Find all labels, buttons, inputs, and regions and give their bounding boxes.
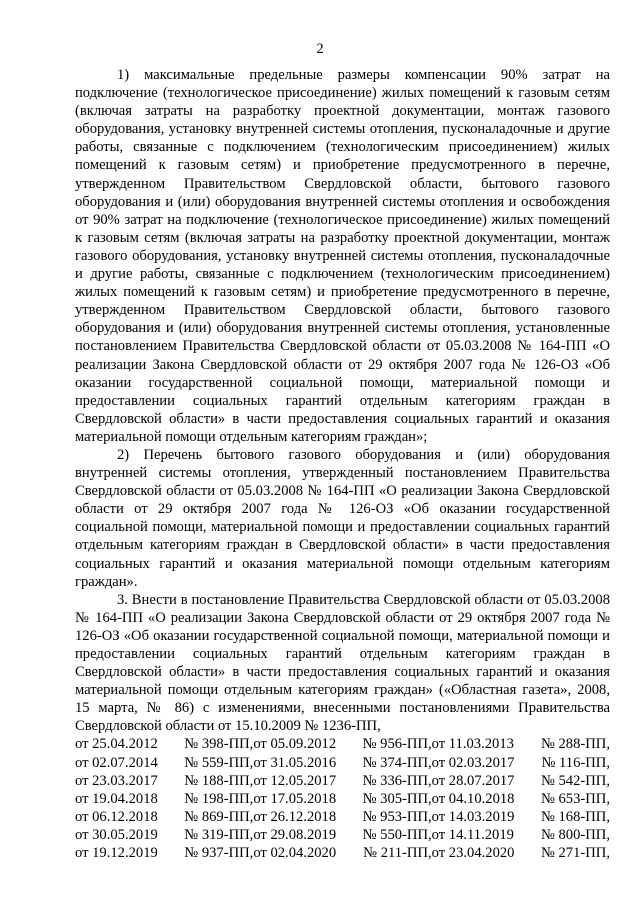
amendment-date: от 04.10.2018	[431, 790, 515, 807]
amendment-number: № 288-ПП,	[540, 736, 610, 753]
amendment-number: № 374-ПП,	[362, 754, 432, 771]
amendment-number: № 869-ПП,	[184, 808, 254, 825]
amendment-row	[75, 735, 610, 753]
amendment-number: № 800-ПП,	[540, 826, 610, 843]
amendment-date: от 23.03.2017	[75, 772, 158, 789]
amendment-date: от 19.04.2018	[75, 790, 158, 807]
amendment-date: от 11.03.2013	[431, 736, 514, 753]
amendment-number: № 271-ПП,	[540, 845, 610, 862]
document-body	[75, 66, 610, 862]
amendment-number: № 188-ПП,	[184, 772, 254, 789]
amendment-number: № 198-ПП,	[184, 790, 254, 807]
amendment-number: № 319-ПП,	[184, 826, 254, 843]
amendment-number: № 336-ПП,	[362, 772, 432, 789]
amendment-number: № 653-ПП,	[540, 790, 610, 807]
amendment-number: № 559-ПП,	[184, 754, 254, 771]
amendment-date: от 12.05.2017	[253, 772, 337, 789]
amendment-date: от 30.05.2019	[75, 826, 158, 843]
amendment-number: № 542-ПП,	[540, 772, 610, 789]
amendment-date: от 31.05.2016	[253, 754, 337, 771]
amendment-row	[75, 754, 610, 772]
amendment-row	[75, 790, 610, 808]
amendment-date: от 19.12.2019	[75, 845, 158, 862]
amendment-number: № 168-ПП,	[540, 808, 610, 825]
paragraph-item-3: 3. Внести в постановление Правительства Свердловской области от 05.03.2008 № 164-ПП «О реализации Закона Свердловской области от 29 октября 2007 года № 126-ОЗ «Об оказании государственной социальной помощи, материальной помощи и предоставлении социальных гарантий отдельным категориям граждан в Свердловской области» в части предоставления социальных гарантий и оказания материальной помощи отдельным категориям граждан» («Областная газета», 2008, 15 марта, № 86) с изменениями, внесенными постановлениями Правительства Свердловской области от 15.10.2009 № 1236-ПП,	[75, 591, 610, 735]
amendment-row	[75, 772, 610, 790]
paragraph-item-1: 1) максимальные предельные размеры компенсации 90% затрат на подключение (технологическое присоединение) жилых помещений к газовым сетям (включая затраты на разработку проектной документации, монтаж газового оборудования, установку внутренней системы отопления, пусконаладочные и другие работы, связанные с подключением (технологическим присоединением) жилых помещений к газовым сетям) и приобретение предусмотренного в перечне, утвержденном Правительством Свердловской области, бытового газового оборудования и (или) оборудования внутренней системы отопления и освобождения от 90% затрат на подключение (технологическое присоединение) жилых помещений к газовым сетям (включая затраты на разработку проектной документации, монтаж газового оборудования, установку внутренней системы отопления, пусконаладочные и другие работы, связанные с подключением (технологическим присоединением) жилых помещений к газовым сетям) и приобретение предусмотренного в перечне, утвержденном Правительством Свердловской области, бытового газового оборудования и (или) оборудования внутренней системы отопления, установленные постановлением Правительства Свердловской области от 05.03.2008 № 164-ПП «О реализации Закона Свердловской области от 29 октября 2007 года № 126-ОЗ «Об оказании государственной социальной помощи, материальной помощи и предоставлении социальных гарантий отдельным категориям граждан в Свердловской области» в части предоставления социальных гарантий и оказания материальной помощи отдельным категориям граждан»;	[75, 67, 610, 445]
amendment-date: от 02.07.2014	[75, 754, 158, 771]
amendment-number: № 116-ПП,	[541, 754, 610, 771]
amendment-date: от 06.12.2018	[75, 808, 158, 825]
amendment-number: № 305-ПП,	[362, 790, 432, 807]
amendment-date: от 02.03.2017	[431, 754, 515, 771]
amendment-date: от 02.04.2020	[253, 845, 337, 862]
page-number: 2	[316, 41, 324, 57]
amendment-row	[75, 826, 610, 844]
amendment-date: от 14.11.2019	[431, 826, 514, 843]
paragraph-item-2: 2) Перечень бытового газового оборудования и (или) оборудования внутренней системы отопления, утвержденный постановлением Правительства Свердловской области от 05.03.2008 № 164-ПП «О реализации Закона Свердловской области от 29 октября 2007 года № 126-ОЗ «Об оказании государственной социальной помощи, материальной помощи и предоставлении социальных гарантий отдельным категориям граждан в Свердловской области» в части предоставления социальных гарантий и оказания материальной помощи отдельным категориям граждан».	[75, 446, 610, 590]
amendments-table	[75, 735, 610, 862]
amendment-number: № 937-ПП,	[184, 845, 254, 862]
amendment-row	[75, 808, 610, 826]
amendment-date: от 26.12.2018	[253, 808, 337, 825]
amendment-number: № 953-ПП,	[362, 808, 432, 825]
amendment-number: № 956-ПП,	[362, 736, 432, 753]
amendment-date: от 23.04.2020	[431, 845, 515, 862]
amendment-date: от 17.05.2018	[253, 790, 337, 807]
amendment-number: № 550-ПП,	[362, 826, 432, 843]
amendment-date: от 05.09.2012	[253, 736, 337, 753]
amendment-row	[75, 844, 610, 862]
amendment-date: от 29.08.2019	[253, 826, 337, 843]
amendment-number: № 398-ПП,	[184, 736, 254, 753]
amendment-date: от 14.03.2019	[431, 808, 515, 825]
amendment-number: № 211-ПП,	[363, 845, 432, 862]
amendment-date: от 28.07.2017	[431, 772, 515, 789]
amendment-date: от 25.04.2012	[75, 736, 158, 753]
